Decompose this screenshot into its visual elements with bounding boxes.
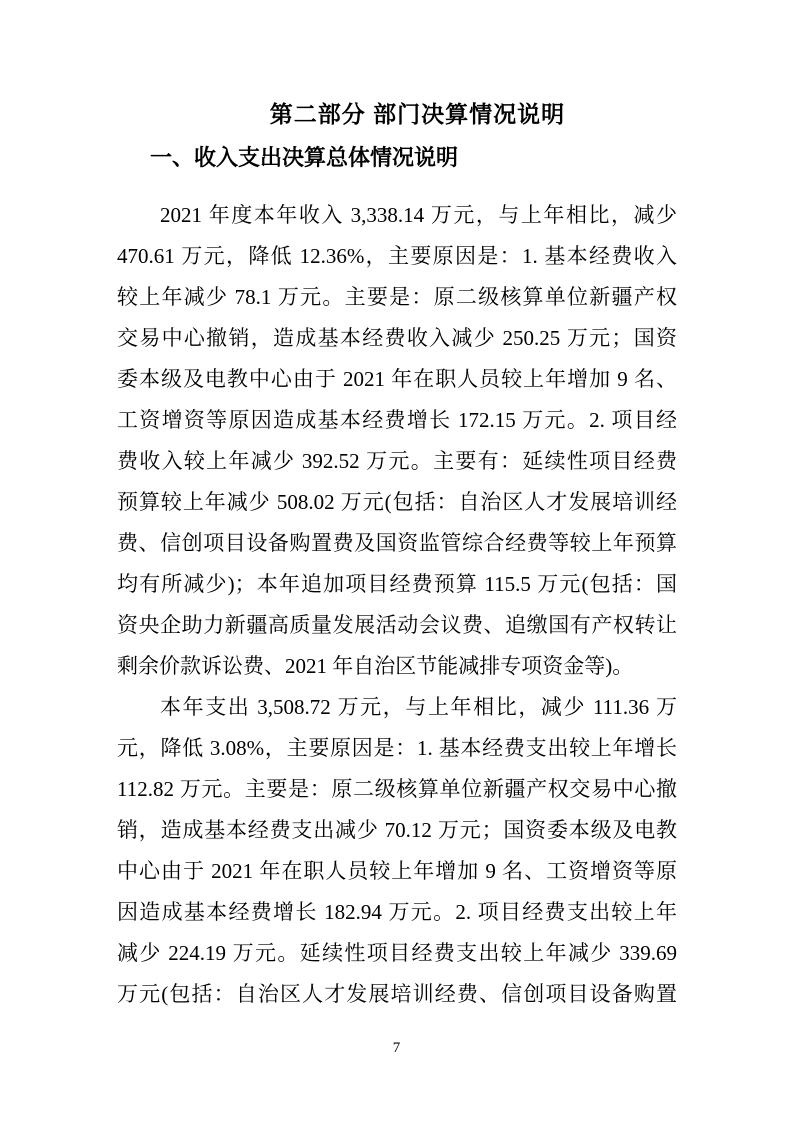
text-line: 470.61 万元，降低 12.36%，主要原因是：1. 基本经费收入 xyxy=(117,244,677,268)
paragraph-expenditure xyxy=(117,687,677,1015)
text-line: 销，造成基本经费支出减少 70.12 万元；国资委本级及电教 xyxy=(117,818,677,842)
text-line: 交易中心撤销，造成基本经费收入减少 250.25 万元；国资 xyxy=(117,326,677,350)
section-title: 第二部分 部门决算情况说明 xyxy=(269,101,566,127)
page-number: 7 xyxy=(392,1040,401,1056)
text-line: 中心由于 2021 年在职人员较上年增加 9 名、工资增资等原 xyxy=(117,859,677,883)
text-line: 工资增资等原因造成基本经费增长 172.15 万元。2. 项目经 xyxy=(117,408,677,432)
text-line: 委本级及电教中心由于 2021 年在职人员较上年增加 9 名、 xyxy=(117,367,677,391)
text-line: 因造成基本经费增长 182.94 万元。2. 项目经费支出较上年 xyxy=(117,900,677,924)
text-line: 费、信创项目设备购置费及国资监管综合经费等较上年预算 xyxy=(117,531,677,555)
text-line: 较上年减少 78.1 万元。主要是：原二级核算单位新疆产权 xyxy=(117,285,677,309)
text-line: 均有所减少)；本年追加项目经费预算 115.5 万元(包括：国 xyxy=(117,572,677,596)
subsection-heading: 一、收入支出决算总体情况说明 xyxy=(150,145,459,170)
text-line: 112.82 万元。主要是：原二级核算单位新疆产权交易中心撤 xyxy=(117,777,677,801)
text-line: 本年支出 3,508.72 万元，与上年相比，减少 111.36 万 xyxy=(160,695,677,719)
text-line: 费收入较上年减少 392.52 万元。主要有：延续性项目经费 xyxy=(117,449,677,473)
text-line: 2021 年度本年收入 3,338.14 万元，与上年相比，减少 xyxy=(160,203,677,227)
body-text xyxy=(117,195,677,1015)
text-line: 万元(包括：自治区人才发展培训经费、信创项目设备购置 xyxy=(117,982,677,1006)
text-line: 预算较上年减少 508.02 万元(包括：自治区人才发展培训经 xyxy=(117,490,677,514)
text-line: 元，降低 3.08%，主要原因是：1. 基本经费支出较上年增长 xyxy=(117,736,677,760)
text-line: 资央企助力新疆高质量发展活动会议费、追缴国有产权转让 xyxy=(117,613,677,637)
paragraph-income xyxy=(117,195,677,687)
text-line: 剩余价款诉讼费、2021 年自治区节能减排专项资金等)。 xyxy=(117,654,634,678)
text-line: 减少 224.19 万元。延续性项目经费支出较上年减少 339.69 xyxy=(117,941,677,965)
